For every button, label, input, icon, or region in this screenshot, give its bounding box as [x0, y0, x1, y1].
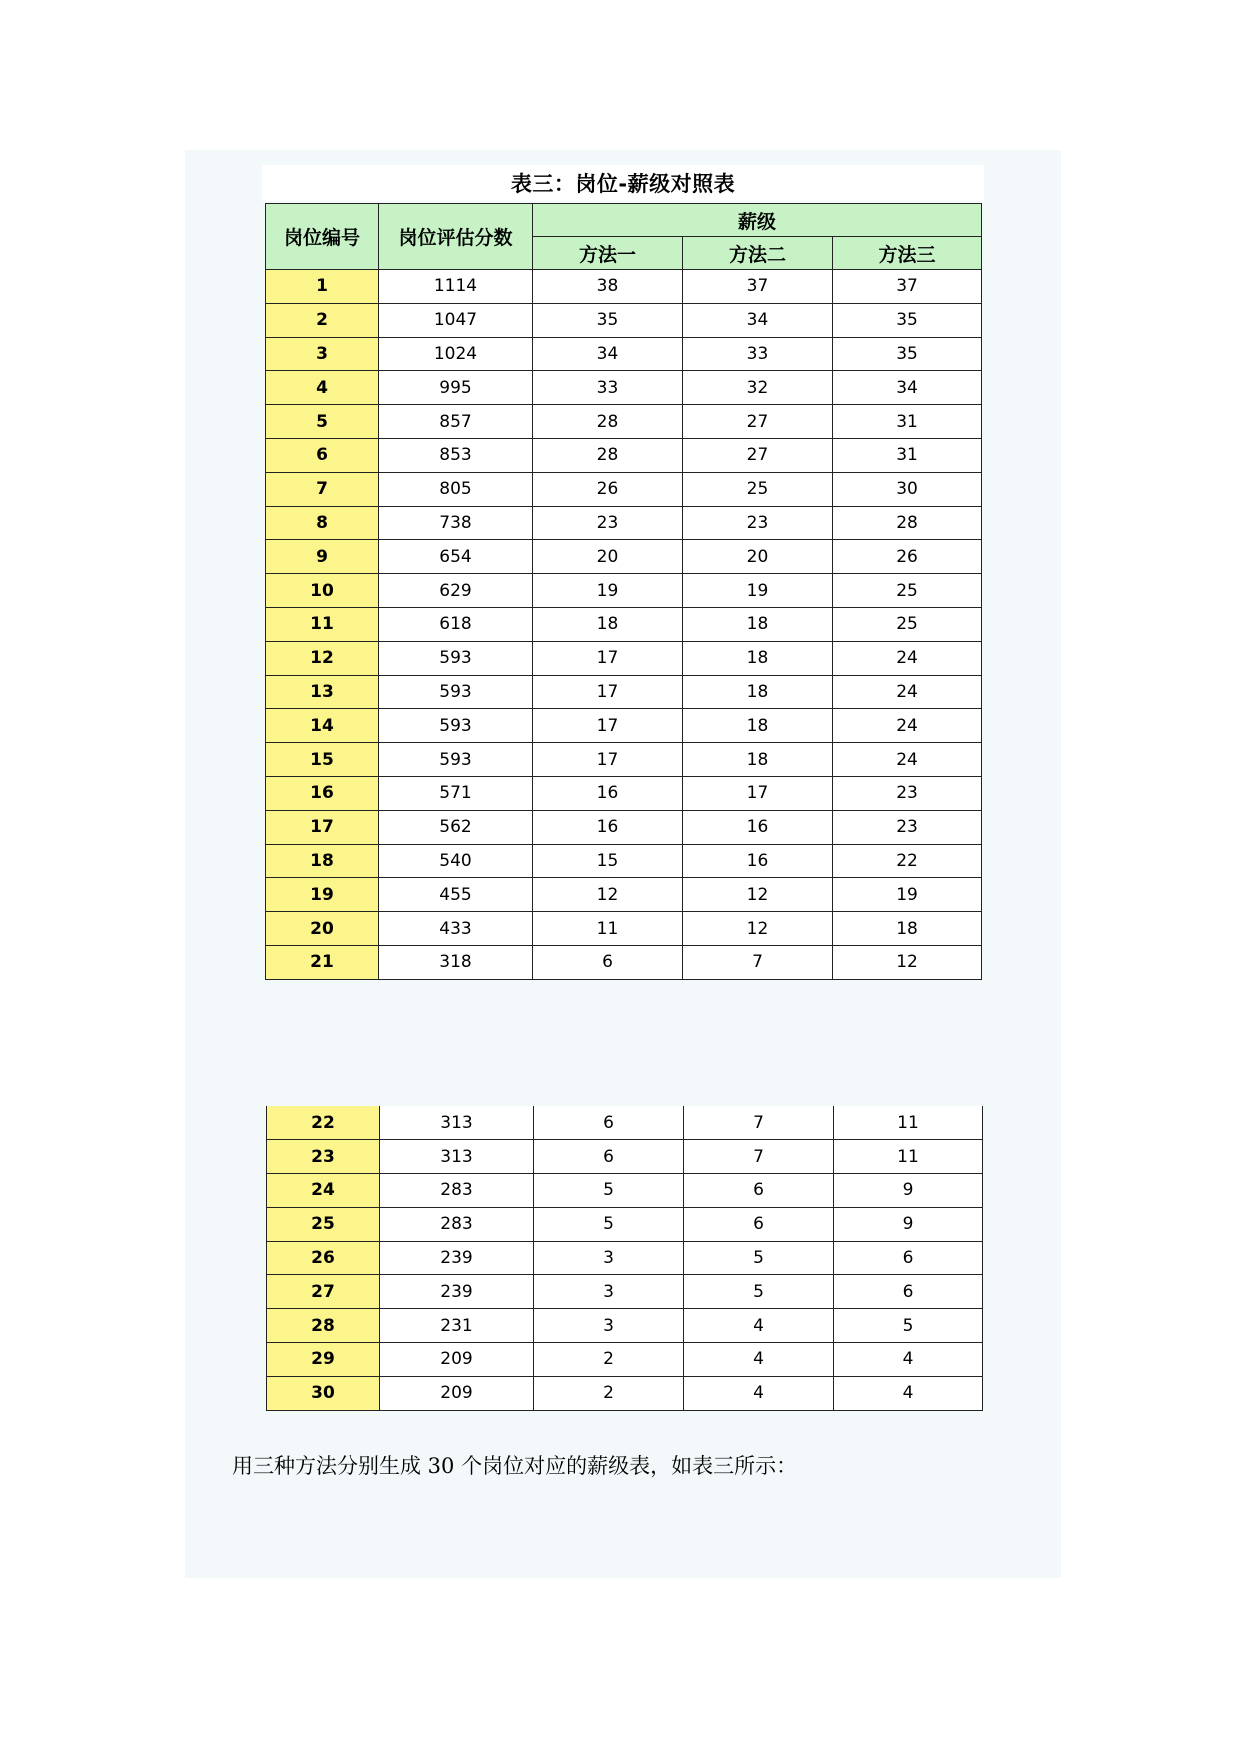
method-3-cell: 25 — [833, 607, 982, 641]
method-1-cell: 23 — [533, 506, 683, 540]
method-3-cell: 6 — [834, 1275, 983, 1309]
method-2-cell: 6 — [684, 1174, 834, 1208]
table-row — [266, 405, 982, 439]
method-2-cell: 5 — [684, 1275, 834, 1309]
method-2-cell: 5 — [684, 1241, 834, 1275]
position-id-cell: 28 — [267, 1309, 380, 1343]
method-2-cell: 34 — [683, 303, 833, 337]
method-2-cell: 16 — [683, 844, 833, 878]
position-id-cell: 24 — [267, 1174, 380, 1208]
method-1-cell: 17 — [533, 743, 683, 777]
method-3-cell: 23 — [833, 776, 982, 810]
method-1-cell: 12 — [533, 878, 683, 912]
method-3-cell: 4 — [834, 1343, 983, 1377]
method-3-cell: 28 — [833, 506, 982, 540]
score-cell: 562 — [379, 810, 533, 844]
position-id-cell: 7 — [266, 472, 379, 506]
position-id-cell: 8 — [266, 506, 379, 540]
position-id-cell: 27 — [267, 1275, 380, 1309]
score-cell: 805 — [379, 472, 533, 506]
method-1-cell: 33 — [533, 371, 683, 405]
score-cell: 433 — [379, 912, 533, 946]
position-id-cell: 9 — [266, 540, 379, 574]
method-1-cell: 17 — [533, 641, 683, 675]
position-id-cell: 14 — [266, 709, 379, 743]
score-cell: 995 — [379, 371, 533, 405]
method-2-cell: 18 — [683, 607, 833, 641]
position-id-cell: 5 — [266, 405, 379, 439]
score-cell: 231 — [380, 1309, 534, 1343]
method-2-cell: 18 — [683, 709, 833, 743]
table-row — [266, 607, 982, 641]
method-3-cell: 24 — [833, 709, 982, 743]
position-id-cell: 18 — [266, 844, 379, 878]
score-cell: 1047 — [379, 303, 533, 337]
salary-grade-table-part2 — [266, 1106, 983, 1411]
table-body-part1 — [266, 270, 982, 980]
position-id-cell: 13 — [266, 675, 379, 709]
method-3-cell: 19 — [833, 878, 982, 912]
score-cell: 738 — [379, 506, 533, 540]
score-cell: 239 — [380, 1241, 534, 1275]
table-row — [267, 1207, 983, 1241]
method-1-cell: 6 — [533, 945, 683, 979]
position-id-cell: 19 — [266, 878, 379, 912]
caption-note: 用三种方法分别生成 30 个岗位对应的薪级表，如表三所示： — [232, 1454, 798, 1478]
position-id-cell: 29 — [267, 1343, 380, 1377]
method-2-cell: 27 — [683, 438, 833, 472]
method-3-cell: 34 — [833, 371, 982, 405]
method-1-cell: 18 — [533, 607, 683, 641]
table-row — [266, 810, 982, 844]
method-1-cell: 38 — [533, 270, 683, 304]
score-cell: 629 — [379, 574, 533, 608]
table-row — [266, 371, 982, 405]
position-id-cell: 21 — [266, 945, 379, 979]
method-1-cell: 5 — [534, 1174, 684, 1208]
method-3-cell: 35 — [833, 337, 982, 371]
method-1-cell: 20 — [533, 540, 683, 574]
method-3-cell: 12 — [833, 945, 982, 979]
method-2-cell: 4 — [684, 1376, 834, 1410]
header-method-1: 方法一 — [533, 237, 683, 270]
method-2-cell: 12 — [683, 878, 833, 912]
method-2-cell: 4 — [684, 1343, 834, 1377]
table-row — [267, 1140, 983, 1174]
method-1-cell: 3 — [534, 1309, 684, 1343]
score-cell: 313 — [380, 1140, 534, 1174]
method-3-cell: 22 — [833, 844, 982, 878]
position-id-cell: 30 — [267, 1376, 380, 1410]
score-cell: 593 — [379, 675, 533, 709]
method-3-cell: 11 — [834, 1140, 983, 1174]
table-row — [266, 912, 982, 946]
position-id-cell: 17 — [266, 810, 379, 844]
table-title: 表三：岗位-薪级对照表 — [510, 172, 736, 196]
table-row — [266, 574, 982, 608]
method-1-cell: 17 — [533, 675, 683, 709]
method-1-cell: 5 — [534, 1207, 684, 1241]
method-3-cell: 9 — [834, 1207, 983, 1241]
position-id-cell: 20 — [266, 912, 379, 946]
method-1-cell: 11 — [533, 912, 683, 946]
method-1-cell: 34 — [533, 337, 683, 371]
method-1-cell: 3 — [534, 1275, 684, 1309]
header-position-id: 岗位编号 — [266, 204, 379, 270]
table-row — [267, 1343, 983, 1377]
table-row — [266, 776, 982, 810]
position-id-cell: 11 — [266, 607, 379, 641]
position-id-cell: 26 — [267, 1241, 380, 1275]
method-2-cell: 23 — [683, 506, 833, 540]
header-method-2: 方法二 — [683, 237, 833, 270]
table-row — [267, 1174, 983, 1208]
method-3-cell: 24 — [833, 675, 982, 709]
method-1-cell: 2 — [534, 1343, 684, 1377]
score-cell: 618 — [379, 607, 533, 641]
table-row — [266, 438, 982, 472]
method-2-cell: 17 — [683, 776, 833, 810]
position-id-cell: 12 — [266, 641, 379, 675]
method-2-cell: 6 — [684, 1207, 834, 1241]
table-row — [266, 472, 982, 506]
header-method-3: 方法三 — [833, 237, 982, 270]
score-cell: 857 — [379, 405, 533, 439]
score-cell: 853 — [379, 438, 533, 472]
method-3-cell: 24 — [833, 641, 982, 675]
position-id-cell: 25 — [267, 1207, 380, 1241]
table-body-part2 — [267, 1106, 983, 1410]
method-2-cell: 27 — [683, 405, 833, 439]
method-3-cell: 31 — [833, 405, 982, 439]
method-3-cell: 25 — [833, 574, 982, 608]
method-2-cell: 19 — [683, 574, 833, 608]
method-1-cell: 16 — [533, 810, 683, 844]
method-3-cell: 5 — [834, 1309, 983, 1343]
position-id-cell: 3 — [266, 337, 379, 371]
method-1-cell: 17 — [533, 709, 683, 743]
table-row — [266, 337, 982, 371]
table-row — [267, 1241, 983, 1275]
method-3-cell: 18 — [833, 912, 982, 946]
score-cell: 540 — [379, 844, 533, 878]
method-3-cell: 4 — [834, 1376, 983, 1410]
method-1-cell: 16 — [533, 776, 683, 810]
method-2-cell: 18 — [683, 641, 833, 675]
method-3-cell: 31 — [833, 438, 982, 472]
position-id-cell: 4 — [266, 371, 379, 405]
method-2-cell: 33 — [683, 337, 833, 371]
method-2-cell: 32 — [683, 371, 833, 405]
method-3-cell: 9 — [834, 1174, 983, 1208]
method-1-cell: 35 — [533, 303, 683, 337]
method-2-cell: 16 — [683, 810, 833, 844]
position-id-cell: 22 — [267, 1106, 380, 1140]
method-3-cell: 6 — [834, 1241, 983, 1275]
method-2-cell: 37 — [683, 270, 833, 304]
method-1-cell: 3 — [534, 1241, 684, 1275]
method-2-cell: 25 — [683, 472, 833, 506]
table-row — [267, 1106, 983, 1140]
table-row — [266, 540, 982, 574]
position-id-cell: 1 — [266, 270, 379, 304]
score-cell: 313 — [380, 1106, 534, 1140]
position-id-cell: 2 — [266, 303, 379, 337]
method-2-cell: 7 — [683, 945, 833, 979]
position-id-cell: 10 — [266, 574, 379, 608]
score-cell: 283 — [380, 1174, 534, 1208]
method-1-cell: 26 — [533, 472, 683, 506]
score-cell: 654 — [379, 540, 533, 574]
position-id-cell: 23 — [267, 1140, 380, 1174]
table-row — [266, 641, 982, 675]
score-cell: 209 — [380, 1343, 534, 1377]
score-cell: 318 — [379, 945, 533, 979]
method-2-cell: 18 — [683, 743, 833, 777]
method-3-cell: 23 — [833, 810, 982, 844]
method-1-cell: 19 — [533, 574, 683, 608]
method-3-cell: 26 — [833, 540, 982, 574]
method-3-cell: 35 — [833, 303, 982, 337]
method-2-cell: 12 — [683, 912, 833, 946]
score-cell: 593 — [379, 709, 533, 743]
method-2-cell: 7 — [684, 1140, 834, 1174]
score-cell: 239 — [380, 1275, 534, 1309]
score-cell: 455 — [379, 878, 533, 912]
method-1-cell: 2 — [534, 1376, 684, 1410]
score-cell: 1024 — [379, 337, 533, 371]
table-row — [267, 1309, 983, 1343]
method-3-cell: 11 — [834, 1106, 983, 1140]
table-row — [266, 675, 982, 709]
table-row — [266, 506, 982, 540]
score-cell: 593 — [379, 641, 533, 675]
table-row — [266, 878, 982, 912]
header-salary-grade: 薪级 — [533, 204, 982, 237]
salary-grade-table-part1 — [265, 203, 982, 980]
table-row — [267, 1275, 983, 1309]
score-cell: 1114 — [379, 270, 533, 304]
table-row — [266, 743, 982, 777]
method-3-cell: 24 — [833, 743, 982, 777]
position-id-cell: 15 — [266, 743, 379, 777]
method-3-cell: 37 — [833, 270, 982, 304]
score-cell: 283 — [380, 1207, 534, 1241]
score-cell: 593 — [379, 743, 533, 777]
method-3-cell: 30 — [833, 472, 982, 506]
table-row — [266, 709, 982, 743]
method-2-cell: 20 — [683, 540, 833, 574]
method-1-cell: 6 — [534, 1140, 684, 1174]
method-2-cell: 18 — [683, 675, 833, 709]
table-row — [266, 844, 982, 878]
method-1-cell: 6 — [534, 1106, 684, 1140]
method-1-cell: 28 — [533, 405, 683, 439]
method-2-cell: 4 — [684, 1309, 834, 1343]
table-row — [266, 303, 982, 337]
method-1-cell: 28 — [533, 438, 683, 472]
position-id-cell: 6 — [266, 438, 379, 472]
method-1-cell: 15 — [533, 844, 683, 878]
position-id-cell: 16 — [266, 776, 379, 810]
header-evaluation-score: 岗位评估分数 — [379, 204, 533, 270]
method-2-cell: 7 — [684, 1106, 834, 1140]
table-row — [266, 945, 982, 979]
table-row — [267, 1376, 983, 1410]
score-cell: 571 — [379, 776, 533, 810]
table-row — [266, 270, 982, 304]
score-cell: 209 — [380, 1376, 534, 1410]
